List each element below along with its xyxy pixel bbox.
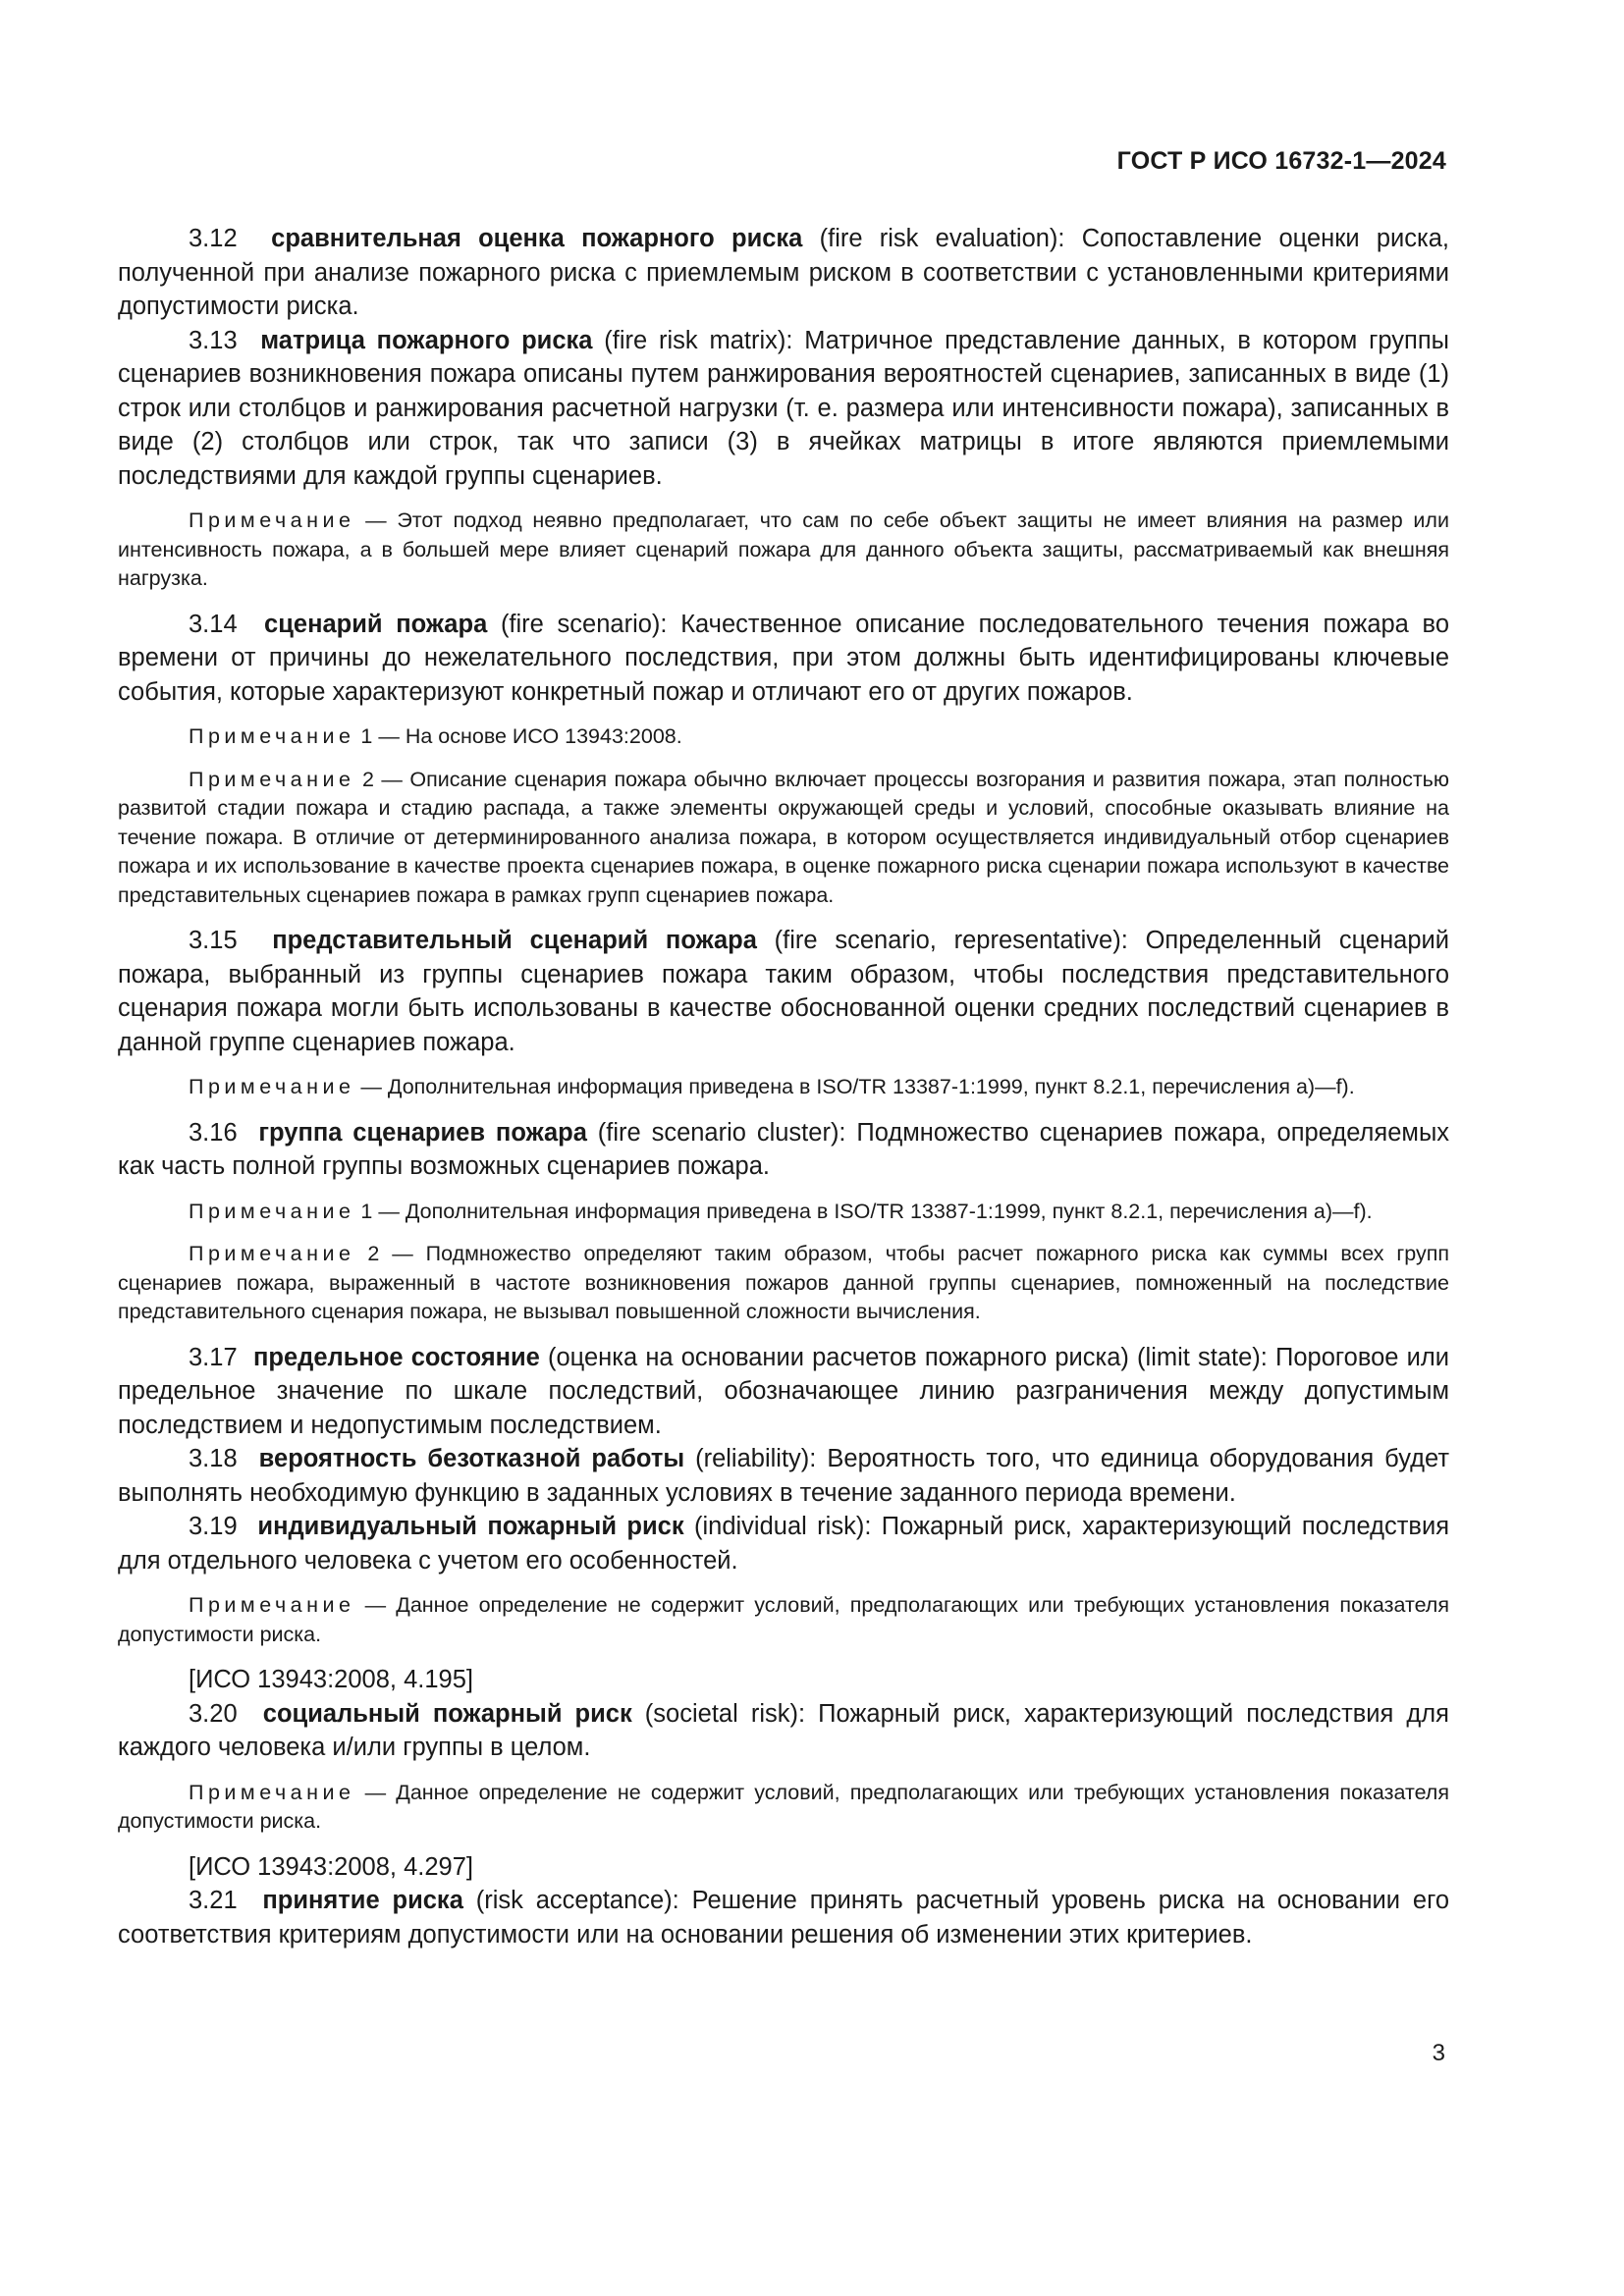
term-title: сценарий пожара bbox=[264, 610, 488, 638]
note-label: Примечание bbox=[189, 1593, 355, 1617]
reference-3-20: [ИСО 13943:2008, 4.297] bbox=[189, 1852, 473, 1881]
term-number: 3.21 bbox=[189, 1887, 238, 1914]
term-definition: (reliability): Вероятность того, что единица оборудования будет выполнять необходимую функцию в заданных условиях в течение заданного периода времени. bbox=[118, 1445, 1449, 1507]
term-3-13 bbox=[118, 324, 1449, 494]
note-3-16-2 bbox=[118, 1240, 1449, 1327]
note-text: — Данное определение не содержит условий, предполагающих или требующих установления показателя допустимости риска. bbox=[118, 1593, 1449, 1646]
term-3-18 bbox=[118, 1442, 1449, 1510]
term-definition: (individual risk): Пожарный риск, характеризующий последствия для отдельного человека с учетом его особенностей. bbox=[118, 1513, 1450, 1575]
term-number: 3.18 bbox=[189, 1445, 238, 1472]
term-title: социальный пожарный риск bbox=[262, 1699, 632, 1728]
note-text: — Этот подход неявно предполагает, что сам по себе объект защиты не имеет влияния на размер или интенсивность пожара, а в большей мере влияет сценарий пожара для данного объекта защиты, рассматриваемый как внешняя нагрузка. bbox=[118, 508, 1449, 590]
term-number: 3.19 bbox=[189, 1513, 238, 1540]
term-number: 3.15 bbox=[189, 927, 238, 954]
note-text: 2 — Описание сценария пожара обычно включает процессы возгорания и развития пожара, этап полностью развитой стадии пожара и стадию распада, а также элементы окружающей среды и условий, способные оказывать влияние на течение пожара. В отличие от детерминированного анализа пожара, в котором осуществляется индивидуальный отбор сценариев пожара и их использование в качестве проекта сценариев пожара, в оценке пожарного риска сценарии пожара используют в качестве представительных сценариев пожара в рамках групп сценариев пожара. bbox=[118, 767, 1449, 907]
document-header: ГОСТ Р ИСО 16732-1—2024 bbox=[1116, 147, 1446, 175]
term-number: 3.16 bbox=[189, 1118, 238, 1147]
note-3-20 bbox=[118, 1779, 1449, 1837]
term-number: 3.13 bbox=[189, 326, 238, 354]
note-label: Примечание bbox=[189, 724, 355, 748]
term-title: предельное состояние bbox=[252, 1343, 540, 1371]
term-title: сравнительная оценка пожарного риска bbox=[271, 225, 803, 252]
term-title: матрица пожарного риска bbox=[260, 326, 593, 354]
term-definition: (fire risk evaluation): Сопоставление оценки риска, полученной при анализе пожарного риска с приемлемым риском в соответствии с установленными критериями допустимости риска. bbox=[118, 225, 1450, 320]
note-text: 1 — Дополнительная информация приведена в ISO/TR 13387-1:1999, пункт 8.2.1, перечисления а)—f). bbox=[354, 1199, 1373, 1223]
term-3-17 bbox=[118, 1341, 1449, 1443]
note-label: Примечание bbox=[189, 1780, 355, 1804]
term-3-14 bbox=[118, 608, 1449, 710]
note-text: — Данное определение не содержит условий, предполагающих или требующих установления показателя допустимости риска. bbox=[118, 1780, 1449, 1833]
note-text: 1 — На основе ИСО 13943:2008. bbox=[354, 724, 682, 748]
term-3-16 bbox=[118, 1116, 1449, 1184]
note-3-14-1 bbox=[118, 722, 1449, 752]
term-title: вероятность безотказной работы bbox=[258, 1445, 685, 1472]
note-label: Примечание bbox=[189, 767, 355, 791]
note-3-16-1 bbox=[118, 1198, 1449, 1227]
note-label: Примечание bbox=[189, 508, 355, 532]
term-number: 3.20 bbox=[189, 1699, 238, 1728]
note-3-13 bbox=[118, 507, 1449, 594]
term-definition: (оценка на основании расчетов пожарного риска) (limit state): Пороговое или предельное значение по шкале последствий, обозначающее линию разграничения между допустимым последствием и недопустимым последствием. bbox=[118, 1343, 1449, 1439]
term-title: индивидуальный пожарный риск bbox=[257, 1513, 684, 1540]
term-3-20 bbox=[118, 1697, 1449, 1765]
note-label: Примечание bbox=[189, 1075, 355, 1098]
term-title: группа сценариев пожара bbox=[258, 1118, 587, 1147]
page-number: 3 bbox=[1432, 2040, 1445, 2066]
term-definition: (societal risk): Пожарный риск, характеризующий последствия для каждого человека и/или группы в целом. bbox=[118, 1699, 1449, 1761]
term-title: принятие риска bbox=[262, 1887, 463, 1914]
term-number: 3.14 bbox=[189, 610, 238, 638]
reference-3-19: [ИСО 13943:2008, 4.195] bbox=[189, 1666, 473, 1693]
note-3-14-2 bbox=[118, 766, 1449, 911]
term-3-12 bbox=[118, 222, 1449, 324]
note-text: — Дополнительная информация приведена в ISO/TR 13387-1:1999, пункт 8.2.1, перечисления а)—f). bbox=[354, 1075, 1355, 1098]
term-number: 3.12 bbox=[189, 225, 238, 252]
term-number: 3.17 bbox=[189, 1343, 238, 1371]
note-3-15 bbox=[118, 1073, 1449, 1102]
note-3-19 bbox=[118, 1591, 1449, 1649]
term-3-15 bbox=[118, 924, 1449, 1059]
term-definition: (fire scenario, representative): Определенный сценарий пожара, выбранный из группы сценариев пожара таким образом, чтобы последствия представительного сценария пожара могли быть использованы в качестве обоснованной оценки средних последствий сценариев в данной группе сценариев пожара. bbox=[118, 927, 1449, 1056]
term-definition: (risk acceptance): Решение принять расчетный уровень риска на основании его соответствия критериям допустимости или на основании решения об изменении этих критериев. bbox=[118, 1887, 1449, 1949]
note-text: 2 — Подмножество определяют таким образом, чтобы расчет пожарного риска как суммы всех групп сценариев пожара, выраженный в частоте возникновения пожаров данной группы сценариев, помноженный на последствие представительного сценария пожара, не вызывал повышенной сложности вычисления. bbox=[118, 1242, 1449, 1323]
term-definition: (fire scenario cluster): Подмножество сценариев пожара, определяемых как часть полной группы возможных сценариев пожара. bbox=[118, 1118, 1450, 1180]
note-label: Примечание bbox=[189, 1199, 355, 1223]
document-body bbox=[118, 222, 1449, 1951]
term-definition: (fire scenario): Качественное описание последовательного течения пожара во времени от причины до нежелательного последствия, при этом должны быть идентифицированы ключевые события, которые характеризуют конкретный пожар и отличают его от других пожаров. bbox=[118, 610, 1449, 706]
term-3-21 bbox=[118, 1884, 1449, 1951]
note-label: Примечание bbox=[189, 1242, 355, 1265]
term-3-19 bbox=[118, 1510, 1449, 1577]
term-definition: (fire risk matrix): Матричное представление данных, в котором группы сценариев возникновения пожара описаны путем ранжирования вероятностей сценариев, записанных в виде (1) строк или столбцов и ранжирования расчетной нагрузки (т. е. размера или интенсивности пожара), записанных в виде (2) столбцов или строк, так что записи (3) в ячейках матрицы в итоге являются приемлемыми последствиями для каждой группы сценариев. bbox=[118, 326, 1449, 490]
term-title: представительный сценарий пожара bbox=[272, 927, 757, 954]
